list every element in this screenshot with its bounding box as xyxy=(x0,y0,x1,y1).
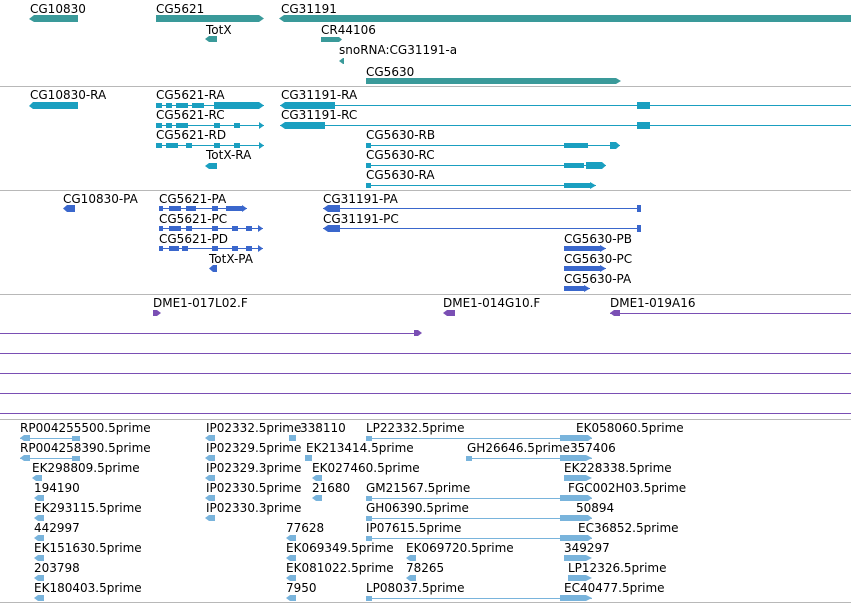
est-label[interactable]: 7950 xyxy=(286,581,317,595)
est-label[interactable]: GM21567.5prime xyxy=(366,481,471,495)
est-label[interactable]: RP004258390.5prime xyxy=(20,441,151,455)
transcript-label[interactable]: CG5621-RD xyxy=(156,128,227,142)
clone-label[interactable]: DME1-019A16 xyxy=(610,296,696,310)
transcript-label[interactable]: TotX-RA xyxy=(206,148,252,162)
protein-glyph[interactable] xyxy=(159,225,263,232)
protein-label[interactable]: CG5621-PA xyxy=(159,192,227,206)
clone-label[interactable]: DME1-014G10.F xyxy=(443,296,541,310)
gene-glyph-cr44106[interactable] xyxy=(321,37,342,42)
gene-glyph-cg5621[interactable] xyxy=(156,15,264,22)
est-label[interactable]: 442997 xyxy=(34,521,80,535)
protein-glyph[interactable] xyxy=(63,205,75,212)
clone-track xyxy=(0,295,851,420)
est-label[interactable]: IP07615.5prime xyxy=(366,521,462,535)
protein-label[interactable]: CG10830-PA xyxy=(63,192,138,206)
est-glyph[interactable] xyxy=(205,515,215,521)
est-label[interactable]: 194190 xyxy=(34,481,80,495)
est-label[interactable]: 77628 xyxy=(286,521,325,535)
protein-glyph[interactable] xyxy=(564,245,606,252)
protein-label[interactable]: CG31191-PC xyxy=(323,212,399,226)
protein-label[interactable]: CG5630-PB xyxy=(564,232,633,246)
protein-label[interactable]: CG5630-PA xyxy=(564,272,632,286)
est-label[interactable]: EK069349.5prime xyxy=(286,541,394,555)
protein-track xyxy=(0,191,851,295)
est-label[interactable]: IP02329.5prime xyxy=(206,441,302,455)
gene-label[interactable]: CR44106 xyxy=(321,23,376,37)
est-label[interactable]: EK027460.5prime xyxy=(312,461,420,475)
est-label[interactable]: GH26646.5prime xyxy=(467,441,570,455)
est-label[interactable]: IP02329.3prime xyxy=(206,461,302,475)
gene-glyph-cg31191[interactable] xyxy=(279,15,851,22)
transcript-label[interactable]: CG31191-RA xyxy=(281,88,358,102)
transcript-glyph[interactable] xyxy=(280,102,851,109)
est-label[interactable]: LP22332.5prime xyxy=(366,421,465,435)
protein-glyph[interactable] xyxy=(323,205,641,212)
clone-label[interactable]: DME1-017L02.F xyxy=(153,296,248,310)
est-label[interactable]: 203798 xyxy=(34,561,80,575)
protein-glyph[interactable] xyxy=(159,205,247,212)
est-label[interactable]: EK058060.5prime xyxy=(576,421,684,435)
transcript-label[interactable]: CG5630-RB xyxy=(366,128,436,142)
gene-label[interactable]: TotX xyxy=(206,23,232,37)
transcript-glyph[interactable] xyxy=(366,182,596,189)
est-label[interactable]: GH06390.5prime xyxy=(366,501,469,515)
gene-track xyxy=(0,0,851,87)
transcript-glyph[interactable] xyxy=(29,102,78,109)
gene-label[interactable]: CG5621 xyxy=(156,2,205,16)
est-glyph[interactable] xyxy=(34,595,44,601)
est-label[interactable]: IP02330.5prime xyxy=(206,481,302,495)
protein-glyph[interactable] xyxy=(564,265,606,272)
transcript-label[interactable]: CG5630-RA xyxy=(366,168,435,182)
transcript-label[interactable]: CG5630-RC xyxy=(366,148,435,162)
est-label[interactable]: IP02330.3prime xyxy=(206,501,302,515)
transcript-label[interactable]: CG5621-RC xyxy=(156,108,225,122)
gene-glyph-snorna[interactable] xyxy=(339,58,344,64)
gene-label[interactable]: CG10830 xyxy=(30,2,86,16)
est-track xyxy=(0,420,851,603)
protein-label[interactable]: CG5630-PC xyxy=(564,252,633,266)
protein-label[interactable]: TotX-PA xyxy=(209,252,253,266)
est-label[interactable]: 78265 xyxy=(406,561,445,575)
est-glyph[interactable] xyxy=(305,455,312,461)
protein-track-glyphs xyxy=(0,191,851,294)
est-label[interactable]: 21680 xyxy=(312,481,351,495)
protein-label[interactable]: CG5621-PD xyxy=(159,232,229,246)
clone-glyph[interactable] xyxy=(153,310,161,316)
clone-glyph[interactable] xyxy=(0,330,422,336)
protein-glyph[interactable] xyxy=(564,285,590,292)
clone-glyph[interactable] xyxy=(610,310,851,316)
clone-track-glyphs xyxy=(0,295,851,419)
est-label[interactable]: EK081022.5prime xyxy=(286,561,394,575)
clone-glyph[interactable] xyxy=(443,310,455,316)
est-label[interactable]: EC40477.5prime xyxy=(564,581,665,595)
gene-label[interactable]: CG5630 xyxy=(366,65,415,79)
est-glyph[interactable] xyxy=(312,495,322,501)
est-label[interactable]: EK151630.5prime xyxy=(34,541,142,555)
est-label[interactable]: IP02332.5prime xyxy=(206,421,302,435)
gene-label[interactable]: CG31191 xyxy=(281,2,337,16)
est-label[interactable]: LP08037.5prime xyxy=(366,581,465,595)
gene-label[interactable]: snoRNA:CG31191-a xyxy=(339,43,458,57)
est-label[interactable]: 50894 xyxy=(576,501,615,515)
transcript-label[interactable]: CG31191-RC xyxy=(281,108,358,122)
gene-glyph-cg10830[interactable] xyxy=(29,15,78,22)
est-label[interactable]: EK293115.5prime xyxy=(34,501,142,515)
est-glyph[interactable] xyxy=(366,595,592,601)
protein-glyph[interactable] xyxy=(209,265,217,272)
est-glyph[interactable] xyxy=(286,595,296,601)
est-label[interactable]: 338110 xyxy=(300,421,346,435)
transcript-track xyxy=(0,87,851,191)
est-label[interactable]: EK069720.5prime xyxy=(406,541,514,555)
est-label[interactable]: RP004255500.5prime xyxy=(20,421,151,435)
transcript-label[interactable]: CG10830-RA xyxy=(30,88,107,102)
est-label[interactable]: EK180403.5prime xyxy=(34,581,142,595)
protein-glyph[interactable] xyxy=(159,245,263,252)
protein-glyph[interactable] xyxy=(323,225,641,232)
est-label[interactable]: EK298809.5prime xyxy=(32,461,140,475)
protein-label[interactable]: CG5621-PC xyxy=(159,212,228,226)
protein-label[interactable]: CG31191-PA xyxy=(323,192,398,206)
est-label[interactable]: EC36852.5prime xyxy=(578,521,679,535)
transcript-glyph[interactable] xyxy=(205,163,217,169)
est-label[interactable]: FGC002H03.5prime xyxy=(568,481,687,495)
est-label[interactable]: 357406 xyxy=(570,441,616,455)
est-label[interactable]: EK213414.5prime xyxy=(306,441,414,455)
est-label[interactable]: EK228338.5prime xyxy=(564,461,672,475)
est-label[interactable]: LP12326.5prime xyxy=(568,561,667,575)
est-label[interactable]: 349297 xyxy=(564,541,610,555)
transcript-label[interactable]: CG5621-RA xyxy=(156,88,225,102)
